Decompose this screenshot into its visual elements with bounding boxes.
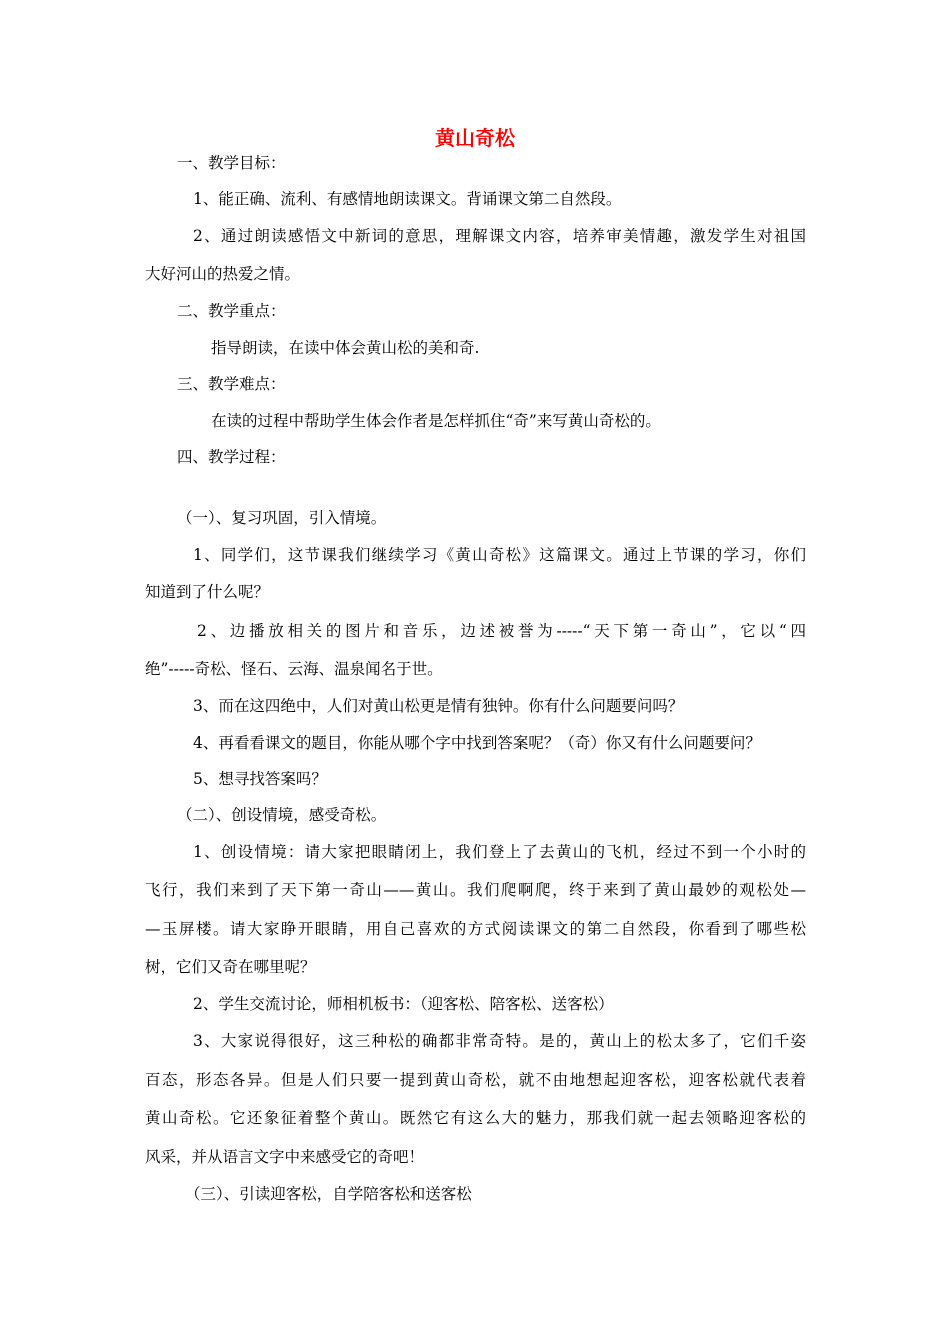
section-1-item-2-line-1: 2、边播放相关的图片和音乐，边述被誉为-----“天下第一奇山”，它以“四 bbox=[197, 622, 806, 640]
section-2-item-1-line-1: 1、创设情境：请大家把眼睛闭上，我们登上了去黄山的飞机，经过不到一个小时的 bbox=[193, 843, 806, 861]
focus-text: 指导朗读，在读中体会黄山松的美和奇. bbox=[211, 339, 480, 357]
section-1-item-5: 5、想寻找答案吗？ bbox=[193, 770, 327, 788]
goal-item-2-line-2: 大好河山的热爱之情。 bbox=[145, 265, 301, 283]
section-2-item-1-line-4: 树，它们又奇在哪里呢？ bbox=[145, 958, 316, 976]
section-1-item-2-line-2: 绝”-----奇松、怪石、云海、温泉闻名于世。 bbox=[145, 660, 443, 678]
section-2-item-3-line-2: 百态，形态各异。但是人们只要一提到黄山奇松，就不由地想起迎客松，迎客松就代表着 bbox=[145, 1071, 806, 1089]
section-2-item-1-line-3: —玉屏楼。请大家睁开眼睛，用自己喜欢的方式阅读课文的第二自然段，你看到了哪些松 bbox=[145, 920, 806, 938]
section-1-item-4: 4、再看看课文的题目，你能从哪个字中找到答案呢？（奇）你又有什么问题要问？ bbox=[193, 734, 761, 752]
document-title: 黄山奇松 bbox=[435, 126, 515, 150]
section-2-item-1-line-2: 飞行，我们来到了天下第一奇山——黄山。我们爬啊爬，终于来到了黄山最妙的观松处— bbox=[145, 881, 806, 899]
section-1-item-1-line-2: 知道到了什么呢？ bbox=[145, 583, 270, 601]
heading-teaching-goals: 一、教学目标： bbox=[177, 154, 286, 172]
goal-item-2-line-1: 2、通过朗读感悟文中新词的意思，理解课文内容，培养审美情趣，激发学生对祖国 bbox=[193, 227, 806, 245]
section-3-heading: （三）、引读迎客松，自学陪客松和送客松 bbox=[185, 1185, 472, 1203]
heading-teaching-process: 四、教学过程： bbox=[177, 448, 286, 466]
heading-teaching-focus: 二、教学重点： bbox=[177, 302, 286, 320]
section-1-item-1-line-1: 1、同学们，这节课我们继续学习《黄山奇松》这篇课文。通过上节课的学习，你们 bbox=[193, 546, 806, 564]
difficulty-text: 在读的过程中帮助学生体会作者是怎样抓住“奇”来写黄山奇松的。 bbox=[211, 412, 661, 430]
heading-teaching-difficulty: 三、教学难点： bbox=[177, 375, 286, 393]
goal-item-1: 1、能正确、流利、有感情地朗读课文。背诵课文第二自然段。 bbox=[193, 190, 622, 208]
section-2-item-2: 2、学生交流讨论，师相机板书：（迎客松、陪客松、送客松） bbox=[193, 995, 614, 1013]
section-1-heading: （一）、复习巩固，引入情境。 bbox=[177, 509, 387, 527]
section-1-item-3: 3、而在这四绝中，人们对黄山松更是情有独钟。你有什么问题要问吗？ bbox=[193, 697, 684, 715]
section-2-item-3-line-1: 3、大家说得很好，这三种松的确都非常奇特。是的，黄山上的松太多了，它们千姿 bbox=[193, 1032, 806, 1050]
section-2-item-3-line-4: 风采，并从语言文字中来感受它的奇吧！ bbox=[145, 1148, 425, 1166]
section-2-item-3-line-3: 黄山奇松。它还象征着整个黄山。既然它有这么大的魅力，那我们就一起去领略迎客松的 bbox=[145, 1109, 806, 1127]
section-2-heading: （二）、创设情境，感受奇松。 bbox=[177, 806, 387, 824]
